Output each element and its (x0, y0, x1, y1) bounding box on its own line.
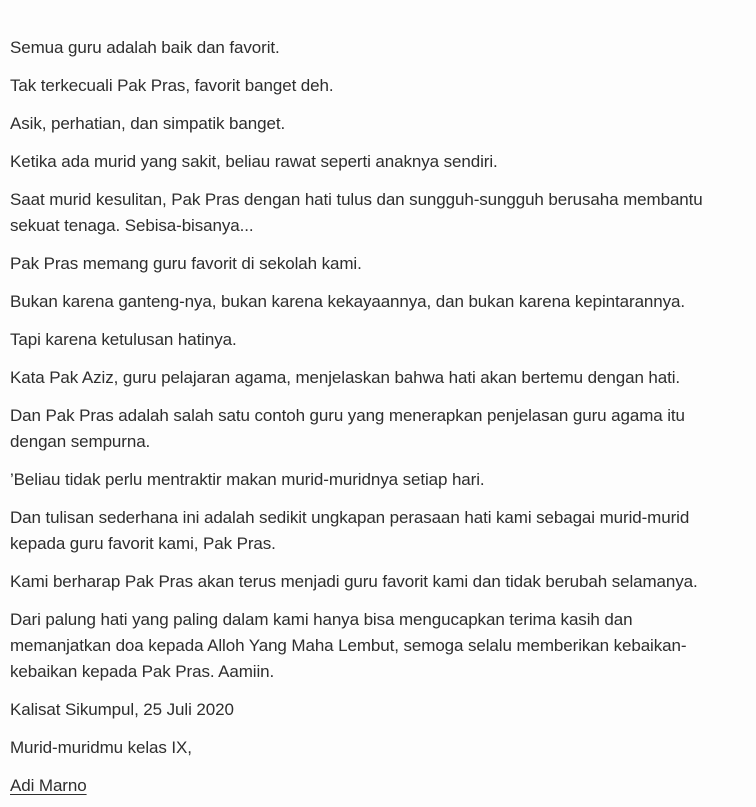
text-line: Dan Pak Pras adalah salah satu contoh guru yang menerapkan penjelasan guru agama itu (10, 406, 685, 425)
signature-name (10, 773, 750, 799)
text-line: Adi Marno (10, 776, 87, 795)
paragraph (10, 251, 750, 277)
text-line: Asik, perhatian, dan simpatik banget. (10, 114, 286, 133)
paragraph (10, 607, 750, 685)
paragraph (10, 35, 750, 61)
paragraph (10, 467, 750, 493)
text-line: kebaikan kepada Pak Pras. Aamiin. (10, 662, 275, 681)
text-line: Kata Pak Aziz, guru pelajaran agama, menjelaskan bahwa hati akan bertemu dengan hati. (10, 368, 681, 387)
text-line: Kami berharap Pak Pras akan terus menjadi guru favorit kami dan tidak berubah selamanya. (10, 572, 698, 591)
text-line: Dari palung hati yang paling dalam kami hanya bisa mengucapkan terima kasih dan (10, 610, 633, 629)
text-line: Tak terkecuali Pak Pras, favorit banget deh. (10, 76, 334, 95)
text-line: Bukan karena ganteng-nya, bukan karena kekayaannya, dan bukan karena kepintarannya. (10, 292, 686, 311)
paragraph (10, 403, 750, 455)
text-line: Ketika ada murid yang sakit, beliau rawat seperti anaknya sendiri. (10, 152, 498, 171)
text-line: memanjatkan doa kepada Alloh Yang Maha Lembut, semoga selalu memberikan kebaikan- (10, 636, 687, 655)
paragraph (10, 289, 750, 315)
text-line: Kalisat Sikumpul, 25 Juli 2020 (10, 700, 234, 719)
paragraph (10, 505, 750, 557)
text-line: Saat murid kesulitan, Pak Pras dengan hati tulus dan sungguh-sungguh berusaha membantu (10, 190, 703, 209)
text-line: ’Beliau tidak perlu mentraktir makan murid-muridnya setiap hari. (10, 470, 485, 489)
paragraph (10, 187, 750, 239)
text-line: Murid-muridmu kelas IX, (10, 738, 192, 757)
paragraph (10, 327, 750, 353)
paragraph (10, 149, 750, 175)
paragraph (10, 111, 750, 137)
closing-line (10, 735, 750, 761)
text-line: sekuat tenaga. Sebisa-bisanya... (10, 216, 254, 235)
text-line: Semua guru adalah baik dan favorit. (10, 38, 280, 57)
paragraph (10, 73, 750, 99)
text-line: Tapi karena ketulusan hatinya. (10, 330, 237, 349)
text-line: Dan tulisan sederhana ini adalah sedikit ungkapan perasaan hati kami sebagai murid-murid (10, 508, 690, 527)
text-line: dengan sempurna. (10, 432, 151, 451)
text-line: kepada guru favorit kami, Pak Pras. (10, 534, 276, 553)
paragraph (10, 365, 750, 391)
paragraph (10, 569, 750, 595)
text-line: Pak Pras memang guru favorit di sekolah kami. (10, 254, 362, 273)
date-place-line (10, 697, 750, 723)
